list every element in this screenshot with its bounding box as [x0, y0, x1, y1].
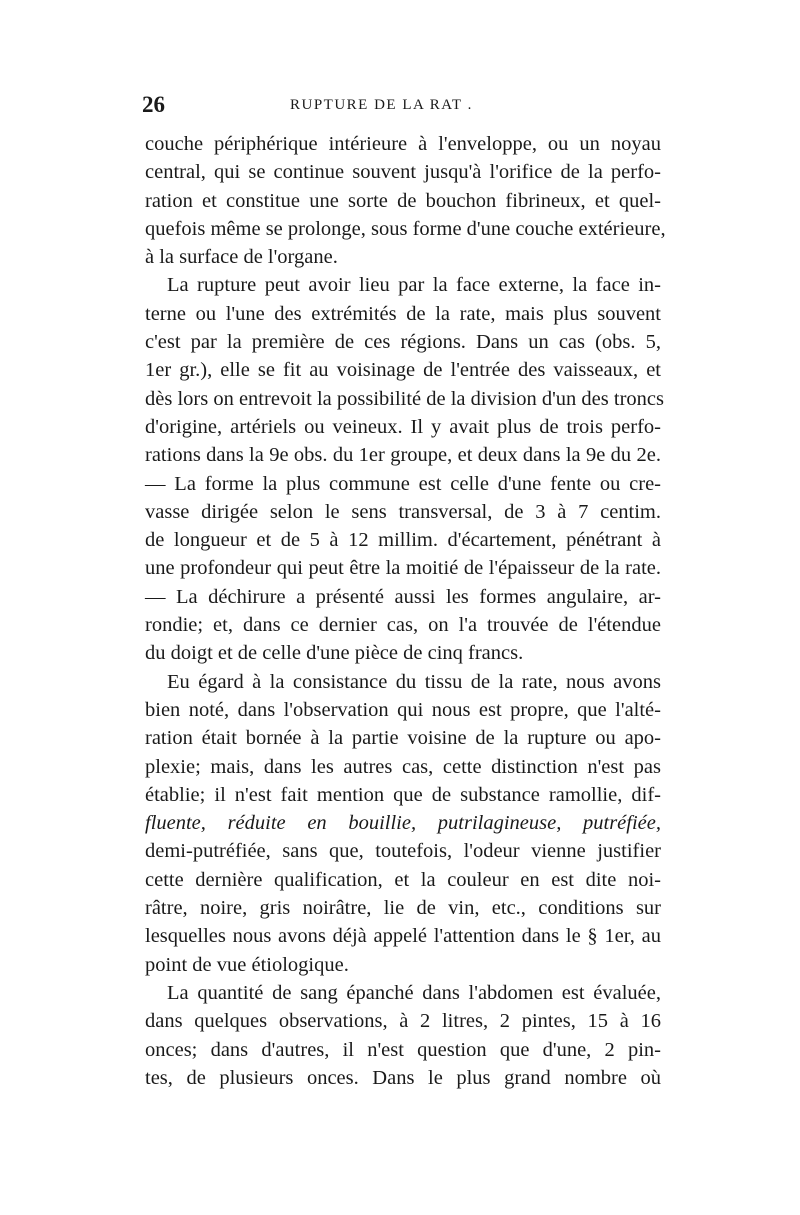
page-number: 26 [142, 92, 165, 117]
text-line: fluente, réduite en bouillie, putrilagineuse, putréfiée, [145, 812, 661, 835]
text-line: — La forme la plus commune est celle d'une fente ou cre- [145, 472, 661, 495]
text-line: d'origine, artériels ou veineux. Il y avait plus de trois perfo- [145, 415, 661, 438]
text-line: tes, de plusieurs onces. Dans le plus grand nombre où [145, 1066, 661, 1089]
text-line: de longueur et de 5 à 12 millim. d'écartement, pénétrant à [145, 529, 661, 552]
paragraph-3 [145, 668, 661, 979]
text-line: cette dernière qualification, et la couleur en est dite noi- [145, 868, 661, 891]
text-line: central, qui se continue souvent jusqu'à l'orifice de la perfo- [145, 161, 661, 184]
text-line: râtre, noire, gris noirâtre, lie de vin, etc., conditions sur [145, 897, 661, 920]
running-head: RUPTURE DE LA RAT . [290, 97, 473, 113]
text-line: terne ou l'une des extrémités de la rate, mais plus souvent [145, 302, 661, 325]
text-line: ration était bornée à la partie voisine de la rupture ou apo- [145, 727, 661, 750]
text-line: La rupture peut avoir lieu par la face externe, la face in- [167, 274, 661, 297]
page-header [142, 92, 662, 122]
text-line: plexie; mais, dans les autres cas, cette distinction n'est pas [145, 755, 661, 778]
text-line: établie; il n'est fait mention que de substance ramollie, dif- [145, 783, 661, 806]
text-line: dans quelques observations, à 2 litres, 2 pintes, 15 à 16 [145, 1010, 661, 1033]
paragraph-2 [145, 271, 664, 667]
text-line: Eu égard à la consistance du tissu de la rate, nous avons [167, 670, 661, 693]
text-line: rondie; et, dans ce dernier cas, on l'a trouvée de l'étendue [145, 614, 661, 637]
text-line: rations dans la 9e obs. du 1er groupe, et deux dans la 9e du 2e. [145, 444, 661, 467]
text-line: ration et constitue une sorte de bouchon fibrineux, et quel- [145, 189, 661, 212]
text-line: à la surface de l'organe. [145, 246, 338, 269]
text-line: vasse dirigée selon le sens transversal, de 3 à 7 centim. [145, 500, 661, 523]
text-line: onces; dans d'autres, il n'est question que d'une, 2 pin- [145, 1038, 661, 1061]
text-line: une profondeur qui peut être la moitié de l'épaisseur de la rate. [145, 557, 661, 580]
paragraph-4 [145, 979, 661, 1092]
text-line: lesquelles nous avons déjà appelé l'attention dans le § 1er, au [145, 925, 661, 948]
text-line: couche périphérique intérieure à l'enveloppe, ou un noyau [145, 133, 661, 155]
text-line: quefois même se prolonge, sous forme d'une couche extérieure, [145, 217, 666, 240]
text-line: c'est par la première de ces régions. Dans un cas (obs. 5, [145, 331, 661, 354]
text-line: dès lors on entrevoit la possibilité de la division d'un des troncs [145, 387, 664, 410]
text-line: point de vue étiologique. [145, 953, 349, 976]
text-line: demi-putréfiée, sans que, toutefois, l'odeur vienne justifier [145, 840, 661, 863]
text-line: — La déchirure a présenté aussi les formes angulaire, ar- [145, 585, 661, 608]
text-line: 1er gr.), elle se fit au voisinage de l'entrée des vaisseaux, et [145, 359, 661, 382]
body-text [145, 130, 666, 1092]
text-line: du doigt et de celle d'une pièce de cinq francs. [145, 642, 524, 665]
text-line: bien noté, dans l'observation qui nous est propre, que l'alté- [145, 698, 661, 721]
text-line: La quantité de sang épanché dans l'abdomen est évaluée, [167, 981, 661, 1004]
paragraph-1 [145, 130, 666, 271]
